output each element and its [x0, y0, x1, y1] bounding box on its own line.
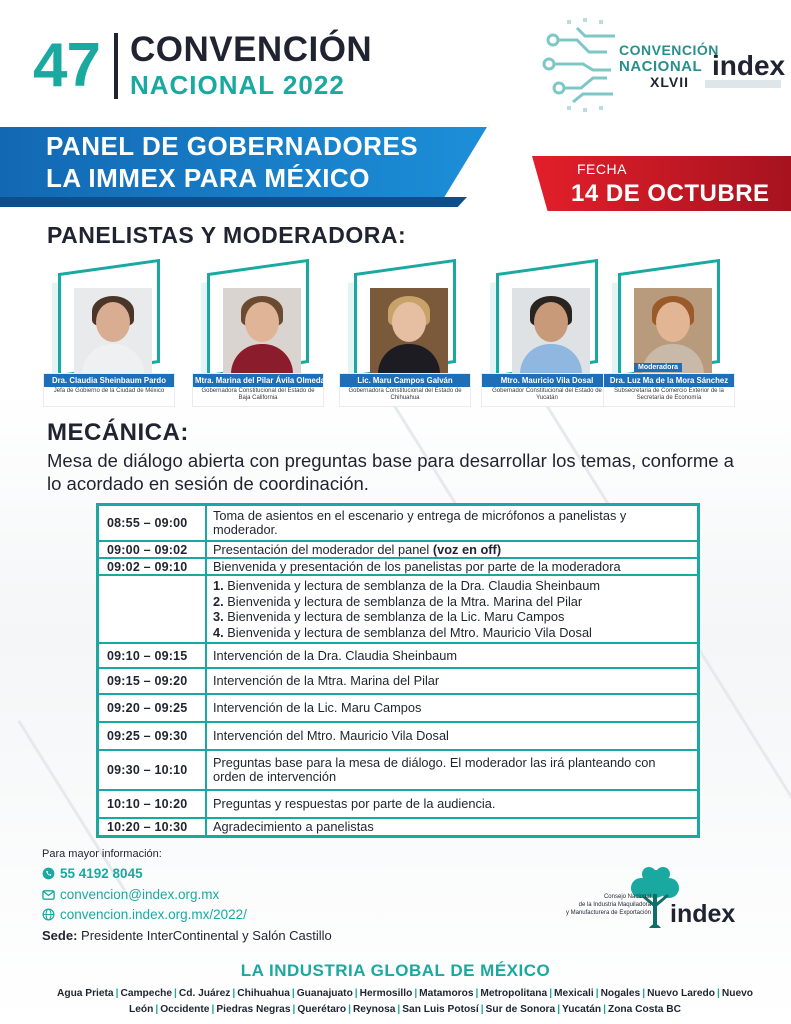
panel-title-line-1: PANEL DE GOBERNADORES	[46, 131, 419, 161]
panelist-card	[193, 262, 323, 404]
city-name: Sur de Sonora	[485, 1004, 556, 1015]
city-list	[40, 986, 770, 1018]
panelist-card	[44, 262, 174, 404]
panelist-name: Lic. Maru Campos Galván	[340, 374, 470, 387]
schedule-description: Intervención de la Dra. Claudia Sheinbaum	[213, 647, 457, 663]
name-plate	[193, 374, 323, 406]
schedule-time: 09:30 – 10:10	[99, 751, 207, 789]
schedule-row	[99, 693, 697, 721]
schedule-row	[99, 642, 697, 667]
city-name: Nuevo León	[129, 988, 753, 1015]
schedule-row	[99, 557, 697, 574]
schedule-time: 09:02 – 09:10	[99, 559, 207, 574]
schedule-row	[99, 667, 697, 693]
email-contact[interactable]	[42, 887, 219, 902]
schedule-row	[99, 574, 697, 642]
city-separator: |	[480, 1004, 484, 1015]
schedule-row	[99, 749, 697, 789]
website-url: convencion.index.org.mx/2022/	[60, 907, 247, 922]
phone-number: 55 4192 8045	[60, 866, 143, 881]
schedule-subitem: 3. Bienvenida y lectura de semblanza de la Lic. Maru Campos	[213, 609, 565, 624]
name-plate	[340, 374, 470, 406]
schedule-time: 09:00 – 09:02	[99, 542, 207, 557]
venue-name: Presidente InterContinental y Salón Castillo	[81, 928, 332, 943]
schedule-row	[99, 721, 697, 749]
panel-title-line-2: LA IMMEX PARA MÉXICO	[46, 163, 370, 193]
city-name: Reynosa	[352, 1004, 396, 1015]
whatsapp-icon	[42, 867, 55, 880]
panelist-role: Gobernadora Constitucional del Estado de Chihuahua	[348, 388, 462, 401]
panelist-photo	[74, 288, 152, 376]
email-icon	[42, 888, 55, 901]
event-date: 14 DE OCTUBRE	[571, 180, 770, 207]
name-plate	[482, 374, 612, 406]
org-brand: index	[670, 900, 736, 928]
schedule-row	[99, 817, 697, 835]
schedule-time: 10:20 – 10:30	[99, 819, 207, 835]
panelists-heading: PANELISTAS Y MODERADORA:	[47, 222, 407, 248]
schedule-description	[207, 576, 697, 642]
schedule-description: Preguntas y respuestas por parte de la audiencia.	[213, 796, 496, 811]
schedule-description: Agradecimiento a panelistas	[213, 819, 374, 834]
city-name: Metropolitana	[480, 988, 548, 999]
logo-line-1: CONVENCIÓN	[619, 42, 719, 58]
city-name: Piedras Negras	[216, 1004, 291, 1015]
event-header	[33, 32, 372, 100]
index-org-logo	[533, 862, 753, 942]
schedule-description: Toma de asientos en el escenario y entrega de micrófonos a panelistas y moderador.	[213, 508, 627, 537]
city-name: Querétaro	[297, 1004, 347, 1015]
schedule-time: 09:20 – 09:25	[99, 695, 207, 721]
city-separator: |	[211, 1004, 215, 1015]
event-title-block	[130, 32, 372, 100]
city-name: Matamoros	[419, 988, 474, 999]
panelist-photo	[370, 288, 448, 376]
city-separator: |	[174, 988, 177, 999]
city-name: Chihuahua	[237, 988, 290, 999]
schedule-row	[99, 789, 697, 817]
website-contact[interactable]	[42, 907, 247, 922]
mechanics-description: Mesa de diálogo abierta con preguntas base para desarrollar los temas, conforme a lo acordado en sesión de coordinación.	[47, 450, 734, 494]
event-title: CONVENCIÓN	[129, 30, 373, 69]
schedule-time: 09:15 – 09:20	[99, 669, 207, 693]
name-plate	[44, 374, 174, 406]
schedule-description: Intervención de la Lic. Maru Campos	[213, 700, 422, 715]
city-name: Hermosillo	[359, 988, 413, 999]
city-separator: |	[595, 988, 599, 999]
venue	[42, 928, 332, 943]
city-separator: |	[232, 988, 236, 999]
schedule-row	[99, 540, 697, 557]
city-name: Guanajuato	[296, 988, 353, 999]
city-separator: |	[717, 988, 720, 999]
date-label: FECHA	[577, 161, 627, 177]
schedule-description: Intervención de la Mtra. Marina del Pilar	[213, 673, 440, 688]
city-name: Mexicali	[554, 988, 594, 999]
city-name: Yucatán	[562, 1004, 602, 1015]
city-name: Zona Costa BC	[607, 1004, 681, 1015]
city-name: Campeche	[120, 988, 172, 999]
city-separator: |	[155, 1004, 159, 1015]
event-subtitle: NACIONAL 2022	[129, 70, 345, 100]
panelist-name: Dra. Luz Ma de la Mora Sánchez	[604, 374, 734, 387]
panelist-photo	[223, 288, 301, 376]
edition-number: 47	[33, 30, 100, 100]
panelist-role: Gobernadora Constitucional del Estado de Baja California	[201, 388, 315, 401]
email-address: convencion@index.org.mx	[60, 887, 220, 902]
city-separator: |	[414, 988, 418, 999]
schedule-description-bold: (voz en off)	[432, 541, 502, 557]
city-separator: |	[291, 988, 295, 999]
schedule-subitem: 2. Bienvenida y lectura de semblanza de la Mtra. Marina del Pilar	[213, 593, 583, 609]
panelist-card	[604, 262, 734, 404]
logo-brand: index	[712, 50, 786, 81]
panelist-name: Mtra. Marina del Pilar Ávila Olmeda	[195, 376, 325, 385]
city-separator: |	[642, 988, 646, 999]
panelist-name: Mtro. Mauricio Vila Dosal	[482, 374, 612, 387]
banner-accent	[0, 197, 467, 207]
schedule-time: 08:55 – 09:00	[99, 506, 207, 540]
panelist-card	[482, 262, 612, 404]
schedule-time: 09:25 – 09:30	[99, 723, 207, 749]
slogan: LA INDUSTRIA GLOBAL DE MÉXICO	[240, 961, 551, 980]
city-name: Nuevo Laredo	[647, 988, 715, 999]
city-separator: |	[549, 988, 553, 999]
name-plate	[604, 374, 734, 406]
panelist-name: Dra. Claudia Sheinbaum Pardo	[44, 374, 174, 387]
header-divider	[114, 33, 118, 99]
panelist-role: Gobernador Constitucional del Estado de Yucatán	[492, 388, 602, 401]
city-separator: |	[348, 1004, 351, 1015]
schedule-row	[99, 506, 697, 540]
city-name: Occidente	[160, 1004, 210, 1015]
schedule-table	[96, 503, 700, 838]
schedule-description: Intervención del Mtro. Mauricio Vila Dosal	[213, 728, 449, 743]
schedule-subitem: 1. Bienvenida y lectura de semblanza de la Dra. Claudia Sheinbaum	[213, 578, 601, 593]
city-name: Agua Prieta	[56, 988, 114, 999]
panelist-photo	[512, 288, 590, 376]
city-separator: |	[603, 1004, 606, 1015]
venue-label: Sede:	[42, 928, 78, 943]
panelist-role: Jefa de Gobierno de la Ciudad de México	[53, 388, 165, 394]
schedule-description: Preguntas base para la mesa de diálogo. El moderador las irá planteando con orden de intervención	[213, 755, 656, 784]
org-name: Consejo Nacional de la Industria Maquiladora y Manufacturera de Exportación	[565, 894, 651, 916]
mechanics-heading: MECÁNICA:	[47, 419, 189, 446]
city-separator: |	[115, 988, 119, 999]
panelist-role: Subsecretaria de Comercio Exterior de la Secretaría de Economía	[614, 388, 724, 401]
city-separator: |	[557, 1004, 561, 1015]
city-name: San Luis Potosí	[402, 1004, 479, 1015]
schedule-time: 09:10 – 09:15	[99, 644, 207, 667]
city-name: Cd. Juárez	[178, 988, 231, 999]
info-label: Para mayor información:	[42, 848, 162, 860]
city-name: Nogales	[600, 988, 641, 999]
globe-icon	[42, 908, 55, 921]
schedule-time	[99, 576, 207, 642]
city-separator: |	[354, 988, 358, 999]
schedule-time: 10:10 – 10:20	[99, 791, 207, 817]
city-separator: |	[397, 1004, 401, 1015]
schedule-description: Bienvenida y presentación de los panelistas por parte de la moderadora	[213, 558, 621, 574]
phone-contact[interactable]	[42, 866, 143, 881]
schedule-subitem: 4. Bienvenida y lectura de semblanza del Mtro. Mauricio Vila Dosal	[213, 624, 592, 640]
convention-logo	[537, 14, 785, 114]
panelist-card	[340, 262, 470, 404]
logo-line-3: XLVII	[650, 74, 689, 90]
moderator-tag: Moderadora	[634, 363, 682, 372]
city-separator: |	[475, 988, 479, 999]
logo-line-2: NACIONAL	[619, 58, 703, 75]
schedule-description-text: Presentación del moderador del panel	[213, 541, 430, 557]
schedule-description	[207, 542, 697, 557]
city-separator: |	[292, 1004, 296, 1015]
